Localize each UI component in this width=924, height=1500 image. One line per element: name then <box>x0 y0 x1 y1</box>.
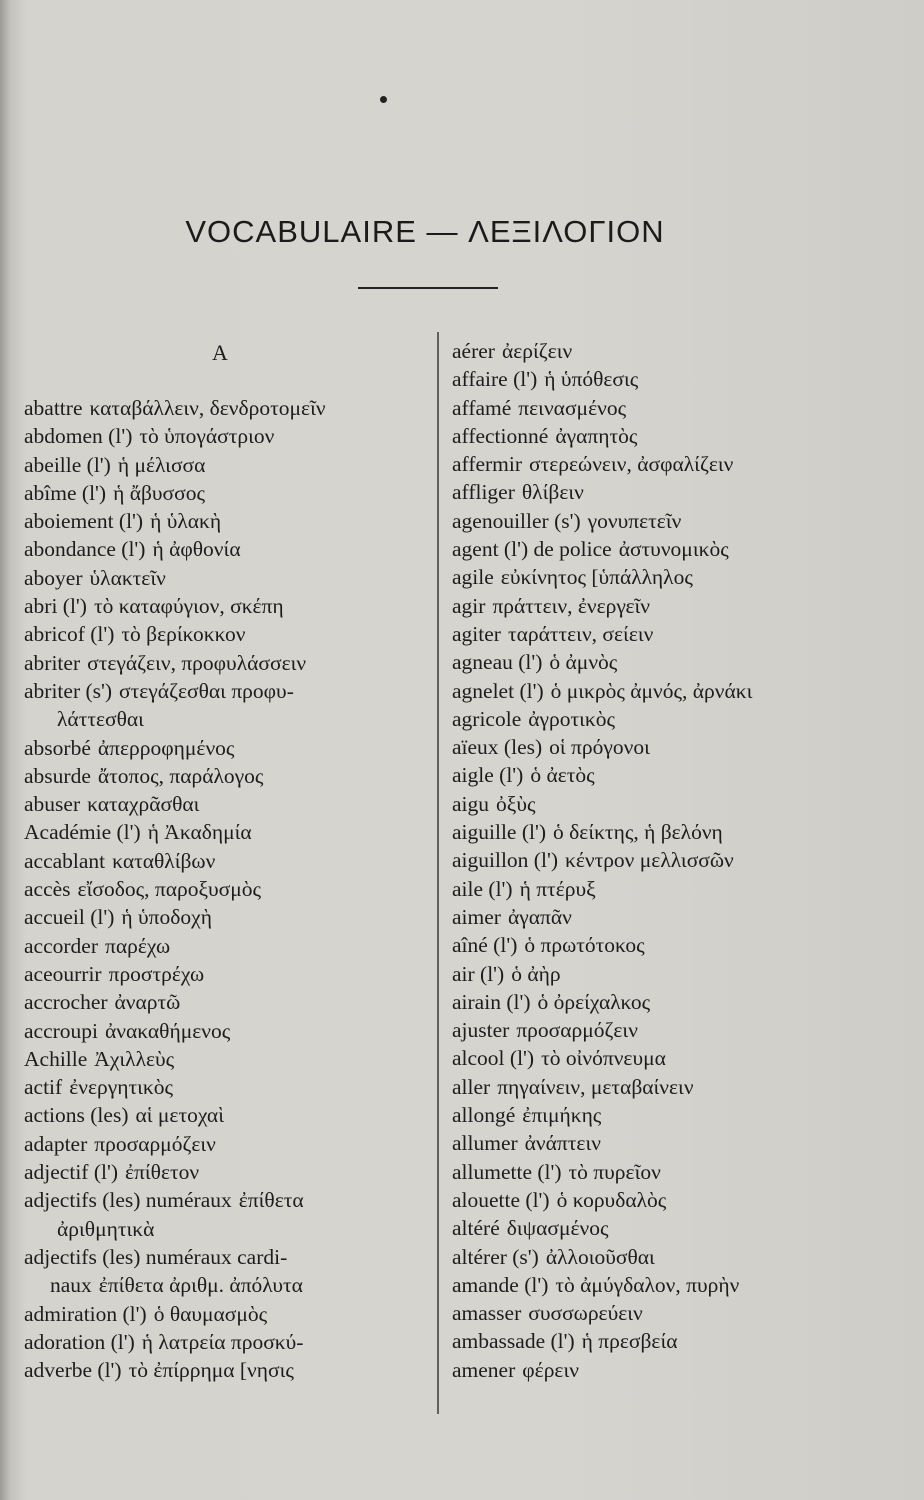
vocab-entry <box>24 903 429 931</box>
left-column <box>24 394 429 1384</box>
greek-translation: εἴσοδος, παροξυσμὸς <box>77 877 262 902</box>
greek-translation: τὸ ὑπογάστριον <box>139 424 275 449</box>
greek-translation: ὁ ἀμνὸς <box>549 650 618 675</box>
french-term: amande (l') <box>452 1272 549 1297</box>
french-term: affaire (l') <box>452 367 538 392</box>
french-term: amasser <box>452 1301 522 1326</box>
greek-translation: στεγάζεσθαι προφυ- <box>119 678 294 703</box>
french-term: adoration (l') <box>24 1329 135 1354</box>
greek-translation: γονυπετεῖν <box>587 508 682 533</box>
french-term: abondance (l') <box>24 537 146 562</box>
vocab-entry <box>452 337 897 365</box>
french-term: agnelet (l') <box>452 678 544 703</box>
french-term: adjectif (l') <box>24 1160 118 1185</box>
greek-translation: τὸ πυρεῖον <box>568 1159 661 1184</box>
french-term: adverbe (l') <box>24 1358 122 1383</box>
greek-translation: παρέχω <box>105 933 171 958</box>
french-term: alouette (l') <box>452 1187 550 1212</box>
greek-translation: ἡ μέλισσα <box>117 452 206 477</box>
vocab-entry <box>24 1271 429 1299</box>
greek-translation: ἀπερροφημένος <box>97 735 235 760</box>
french-term: aïeux (les) <box>452 735 543 760</box>
greek-translation: προστρέχω <box>108 961 205 986</box>
vocab-entry <box>452 705 897 733</box>
greek-translation: ἀνακαθήμενος <box>105 1018 231 1043</box>
vocab-entry <box>452 1186 897 1214</box>
vocab-entry <box>24 1243 429 1271</box>
vocab-entry <box>452 733 897 761</box>
vocab-entry <box>452 507 897 535</box>
vocab-entry <box>24 988 429 1016</box>
french-term: amener <box>452 1357 516 1382</box>
greek-translation: ταράττειν, σείειν <box>507 621 654 646</box>
french-term: affectionné <box>452 423 549 448</box>
page-title: VOCABULAIRE — ΛΕΞΙΛΟΓΙΟΝ <box>185 214 665 249</box>
greek-translation: ὁ ἀὴρ <box>511 961 561 986</box>
greek-translation: ἐπιμήκης <box>522 1103 602 1128</box>
greek-translation: ἡ ὑλακὴ <box>150 509 222 534</box>
french-term: aigu <box>452 791 490 816</box>
vocab-entry <box>452 592 897 620</box>
greek-translation: οἱ πρόγονοι <box>549 735 650 760</box>
right-column <box>452 337 897 1384</box>
greek-translation: ὀξὺς <box>496 791 536 816</box>
vocab-entry <box>24 1328 429 1356</box>
vocab-entry <box>452 1327 897 1355</box>
french-term: ajuster <box>452 1018 510 1043</box>
french-term: Achille <box>24 1046 88 1071</box>
greek-translation: ἡ λατρεία προσκύ- <box>141 1329 304 1354</box>
vocab-entry <box>452 677 897 705</box>
vocab-entry <box>452 818 897 846</box>
french-term: accueil (l') <box>24 905 115 930</box>
vocab-entry <box>24 734 429 762</box>
french-term: agricole <box>452 706 522 731</box>
greek-translation: θλίβειν <box>521 480 584 505</box>
vocab-entry <box>24 394 429 422</box>
greek-translation: ἡ ἄβυσσος <box>113 480 205 505</box>
greek-translation: ἐνεργητικὸς <box>69 1075 173 1100</box>
greek-translation: συσσωρεύειν <box>528 1301 643 1326</box>
vocab-entry <box>452 903 897 931</box>
greek-translation: ὁ θαυμασμὸς <box>153 1301 268 1326</box>
greek-translation: ἀγροτικὸς <box>528 706 616 731</box>
french-term: aboyer <box>24 565 83 590</box>
vocab-entry <box>452 535 897 563</box>
vocab-entry <box>24 451 429 479</box>
vocab-entry <box>452 1214 897 1242</box>
french-term: abuser <box>24 792 81 817</box>
vocab-entry <box>24 875 429 903</box>
vocab-entry <box>452 1073 897 1101</box>
vocab-entry <box>24 677 429 705</box>
vocab-entry <box>24 592 429 620</box>
french-term: altéré <box>452 1216 500 1241</box>
vocab-entry <box>24 1017 429 1045</box>
greek-translation: ἡ ἀφθονία <box>152 537 241 562</box>
vocab-entry <box>24 1101 429 1129</box>
greek-translation: τὸ βερίκοκκον <box>121 622 246 647</box>
vocab-entry <box>452 563 897 591</box>
french-term: accrocher <box>24 990 108 1015</box>
vocab-entry <box>452 988 897 1016</box>
greek-translation: ἐπίθετα <box>238 1188 304 1213</box>
french-term: agir <box>452 593 486 618</box>
vocab-entry <box>452 1158 897 1186</box>
greek-translation: ὁ μικρὸς ἀμνός, ἀρνάκι <box>550 678 753 703</box>
french-term: absurde <box>24 763 91 788</box>
vocab-entry <box>452 1243 897 1271</box>
french-term: airain (l') <box>452 989 531 1014</box>
french-term: abattre <box>24 396 83 420</box>
french-term: admiration (l') <box>24 1301 147 1326</box>
french-term: aiguille (l') <box>452 820 547 845</box>
vocab-entry <box>452 1299 897 1327</box>
french-term: aceourrir <box>24 961 102 986</box>
greek-translation: διψασμένος <box>506 1216 609 1241</box>
vocab-entry <box>452 931 897 959</box>
vocab-entry <box>452 1101 897 1129</box>
greek-translation: ἀγαπητὸς <box>555 423 638 448</box>
french-term: aérer <box>452 339 495 363</box>
vocab-entry <box>452 960 897 988</box>
french-term: accorder <box>24 933 98 958</box>
french-term: aller <box>452 1074 491 1099</box>
greek-translation: προσαρμόζειν <box>94 1131 216 1156</box>
vocab-entry <box>24 649 429 677</box>
greek-translation: ἀνάπτειν <box>524 1131 601 1156</box>
french-term: affliger <box>452 480 515 505</box>
greek-translation: πράττειν, ἐνεργεῖν <box>492 593 651 618</box>
french-term: Académie (l') <box>24 820 141 845</box>
vocab-entry <box>452 478 897 506</box>
french-term: adjectifs (les) numéraux cardi- <box>24 1244 288 1269</box>
vocab-entry <box>24 1130 429 1158</box>
vocab-entry <box>452 620 897 648</box>
french-term: abîme (l') <box>24 480 107 505</box>
french-term: adjectifs (les) numéraux <box>24 1188 232 1213</box>
french-term: accroupi <box>24 1018 99 1043</box>
greek-translation: λάττεσθαι <box>57 707 144 732</box>
ink-dot <box>380 96 387 103</box>
french-term: accablant <box>24 848 106 873</box>
greek-translation: ἀγαπᾶν <box>507 904 572 929</box>
vocab-entry <box>452 1356 897 1384</box>
greek-translation: στερεώνειν, ἀσφαλίζειν <box>529 452 734 477</box>
french-term: aîné (l') <box>452 933 518 958</box>
greek-translation: ὁ δείκτης, ἡ βελόνη <box>553 820 723 845</box>
french-term: agiter <box>452 621 501 646</box>
greek-translation: ἡ πρεσβεία <box>581 1329 678 1354</box>
greek-translation: ἡ ὑπόθεσις <box>544 367 639 392</box>
greek-translation: αἱ μετοχαὶ <box>135 1103 224 1128</box>
vocab-entry <box>452 1129 897 1157</box>
greek-translation: ἄτοπος, παράλογος <box>97 763 264 788</box>
greek-translation: ἐπίθετα ἀριθμ. ἀπόλυτα <box>98 1273 303 1298</box>
greek-translation: ἡ ὑποδοχὴ <box>121 905 212 930</box>
french-term: abeille (l') <box>24 452 111 477</box>
greek-translation: προσαρμόζειν <box>516 1018 638 1043</box>
french-term: abri (l') <box>24 594 87 619</box>
greek-translation: τὸ καταφύγιον, σκέπη <box>93 594 284 619</box>
french-term: aigle (l') <box>452 763 524 788</box>
vocab-entry <box>452 422 897 450</box>
greek-translation: καταθλίβων <box>112 848 216 873</box>
vocab-entry <box>24 507 429 535</box>
greek-translation: εὐκίνητος [ὑπάλληλος <box>500 565 693 590</box>
french-term: naux <box>50 1273 92 1298</box>
vocab-entry <box>452 875 897 903</box>
greek-translation: στεγάζειν, προφυλάσσειν <box>87 650 307 675</box>
greek-translation: καταχρᾶσθαι <box>87 792 200 817</box>
greek-translation: ἀλλοιοῦσθαι <box>545 1244 655 1269</box>
french-term: alcool (l') <box>452 1046 535 1071</box>
vocab-entry <box>24 1356 429 1384</box>
greek-translation: πεινασμένος <box>518 395 627 420</box>
section-letter: A <box>212 340 228 365</box>
vocab-entry <box>24 960 429 988</box>
french-term: affermir <box>452 452 523 477</box>
greek-translation: ὁ πρωτότοκος <box>524 933 645 958</box>
greek-translation: ἀριθμητικὰ <box>57 1216 155 1241</box>
french-term: aile (l') <box>452 876 513 901</box>
french-term: altérer (s') <box>452 1244 539 1269</box>
vocab-entry <box>24 479 429 507</box>
french-term: ambassade (l') <box>452 1329 575 1354</box>
vocab-entry <box>452 1271 897 1299</box>
french-term: accès <box>24 877 71 902</box>
french-term: abdomen (l') <box>24 424 133 449</box>
vocab-entry <box>24 790 429 818</box>
french-term: agent (l') de police <box>452 537 612 562</box>
french-term: agile <box>452 565 494 590</box>
vocab-entry <box>24 1073 429 1101</box>
vocab-entry <box>24 932 429 960</box>
vocab-entry <box>452 394 897 422</box>
vocab-entry <box>24 1215 429 1243</box>
vocab-entry <box>24 564 429 592</box>
french-term: abricof (l') <box>24 622 115 647</box>
vocab-entry <box>24 1186 429 1214</box>
greek-translation: τὸ οἰνόπνευμα <box>541 1046 666 1071</box>
vocab-entry <box>24 818 429 846</box>
vocab-entry <box>24 762 429 790</box>
vocab-entry <box>452 365 897 393</box>
greek-translation: ἀστυνομικὸς <box>618 537 729 562</box>
french-term: actions (les) <box>24 1103 129 1128</box>
vocab-entry <box>24 620 429 648</box>
title-rule <box>358 287 498 289</box>
vocab-entry <box>452 648 897 676</box>
vocab-entry <box>24 705 429 733</box>
greek-translation: ὁ ὀρείχαλκος <box>537 989 651 1014</box>
greek-translation: ἡ Ἀκαδημία <box>147 820 252 845</box>
french-term: affamé <box>452 395 512 420</box>
french-term: aiguillon (l') <box>452 848 558 873</box>
greek-translation: τὸ ἐπίρρημα [νησις <box>128 1358 294 1383</box>
vocab-entry <box>452 1016 897 1044</box>
french-term: air (l') <box>452 961 505 986</box>
column-divider <box>437 332 439 1414</box>
vocab-entry <box>452 1044 897 1072</box>
vocab-entry <box>24 1300 429 1328</box>
french-term: agenouiller (s') <box>452 508 581 533</box>
french-term: allumette (l') <box>452 1159 562 1184</box>
greek-translation: ἀερίζειν <box>501 339 573 363</box>
greek-translation: ἐπίθετον <box>125 1160 200 1185</box>
vocab-entry <box>452 761 897 789</box>
french-term: aimer <box>452 904 501 929</box>
french-term: abriter (s') <box>24 678 113 703</box>
vocab-entry <box>24 1045 429 1073</box>
greek-translation: πηγαίνειν, μεταβαίνειν <box>497 1074 694 1099</box>
greek-translation: φέρειν <box>522 1357 579 1382</box>
french-term: allumer <box>452 1131 518 1156</box>
greek-translation: κέντρον μελλισσῶν <box>564 848 734 873</box>
french-term: actif <box>24 1075 63 1100</box>
french-term: absorbé <box>24 735 91 760</box>
vocab-entry <box>452 790 897 818</box>
vocab-entry <box>452 846 897 874</box>
french-term: allongé <box>452 1103 516 1128</box>
vocab-entry <box>24 847 429 875</box>
vocab-entry <box>24 535 429 563</box>
french-term: adapter <box>24 1131 88 1156</box>
greek-translation: καταβάλλειν, δενδροτομεῖν <box>89 396 326 420</box>
french-term: abriter <box>24 650 81 675</box>
french-term: aboiement (l') <box>24 509 144 534</box>
greek-translation: ἡ πτέρυξ <box>519 876 596 901</box>
greek-translation: Ἀχιλλεὺς <box>94 1046 175 1071</box>
french-term: agneau (l') <box>452 650 543 675</box>
greek-translation: ὁ ἀετὸς <box>530 763 595 788</box>
greek-translation: ἀναρτῶ <box>114 990 181 1015</box>
greek-translation: ὁ κορυδαλὸς <box>556 1187 667 1212</box>
vocab-entry <box>24 1158 429 1186</box>
vocab-entry <box>452 450 897 478</box>
vocab-entry <box>24 422 429 450</box>
greek-translation: ὑλακτεῖν <box>89 565 166 590</box>
greek-translation: τὸ ἀμύγδαλον, πυρὴν <box>555 1272 740 1297</box>
